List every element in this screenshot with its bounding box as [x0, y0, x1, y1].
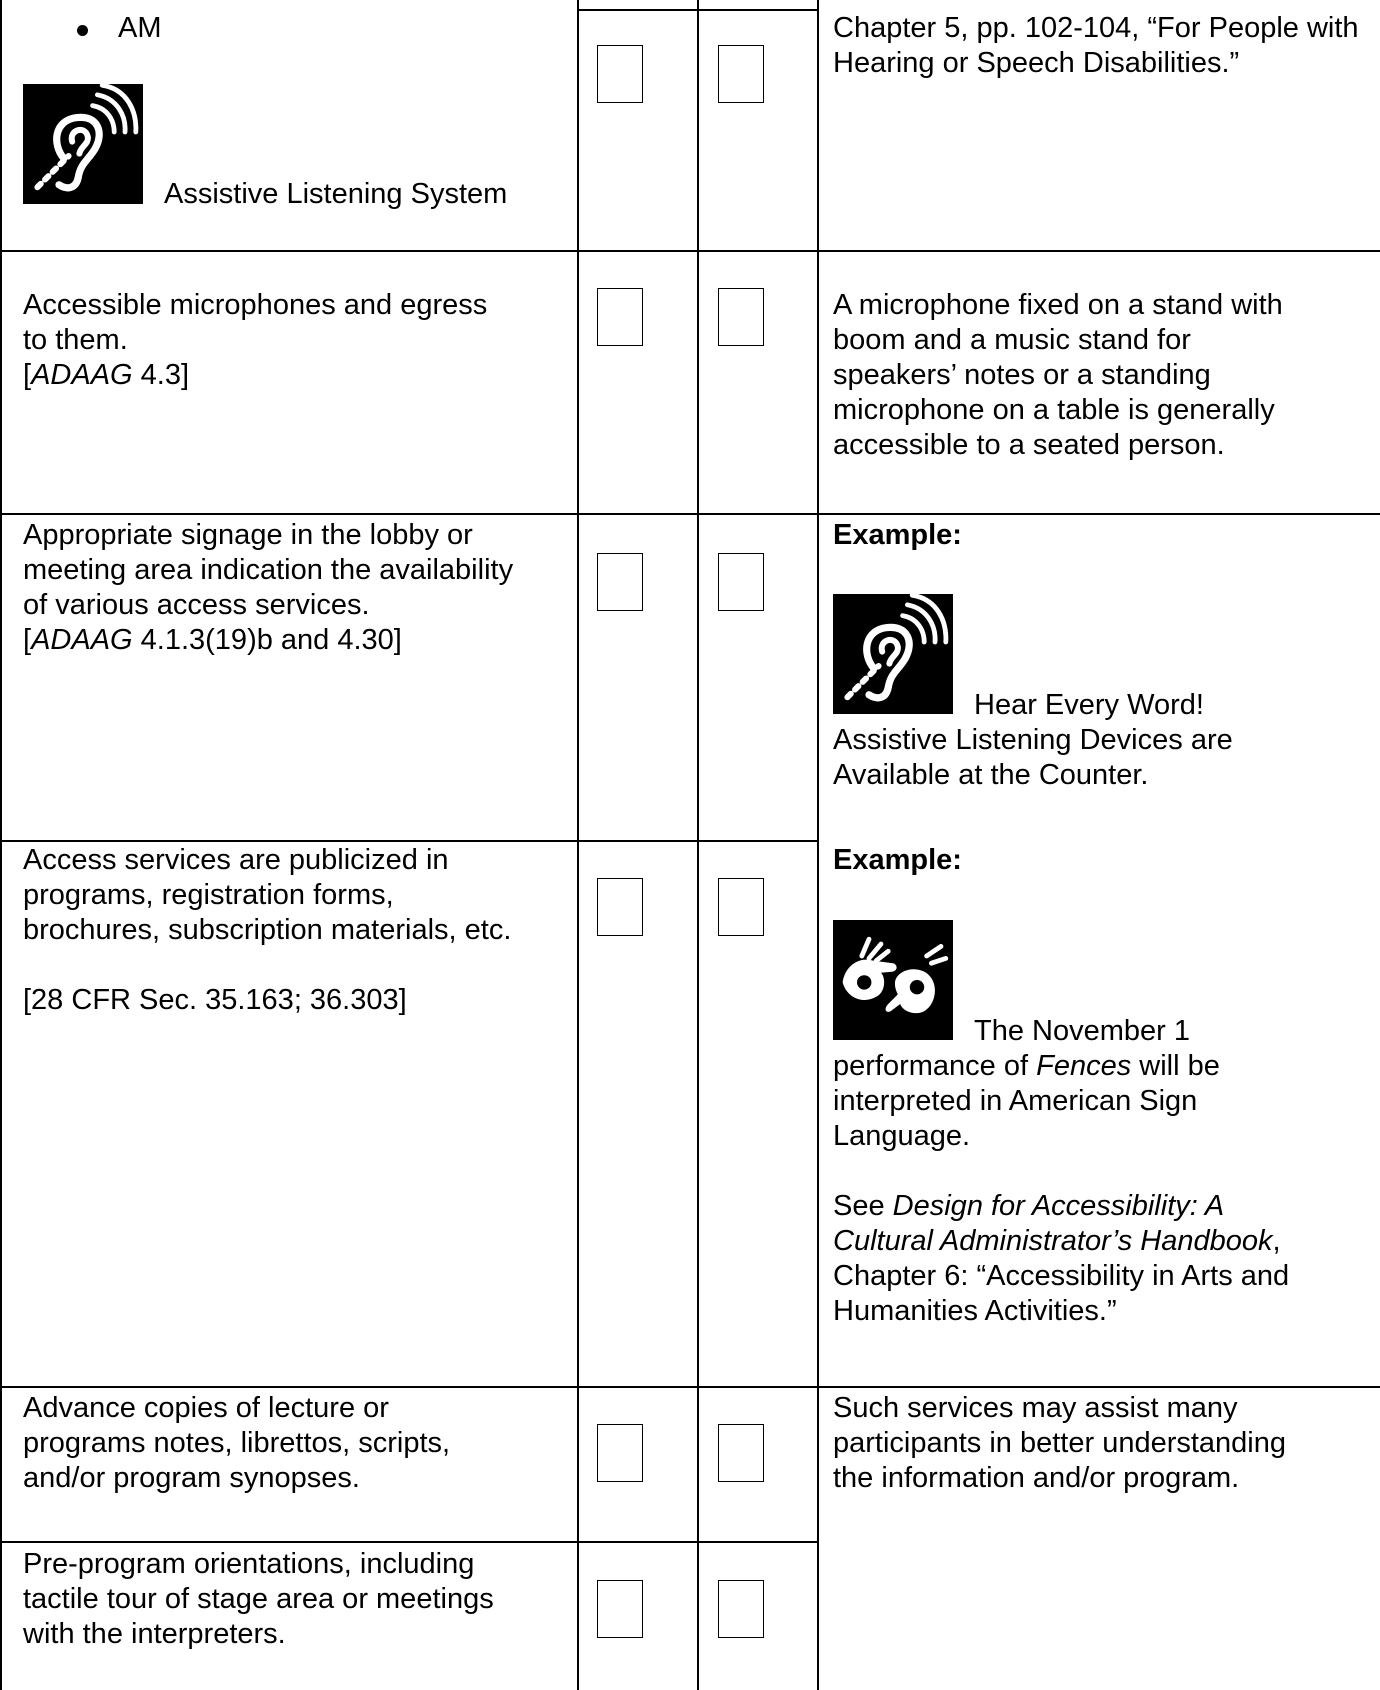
row-divider-3 [0, 840, 819, 842]
sign-language-icon [833, 920, 953, 1040]
checkbox-yes[interactable] [597, 553, 643, 611]
table-top-border [577, 9, 819, 11]
regulation-reference: [28 CFR Sec. 35.163; 36.303] [23, 984, 407, 1016]
column-divider-3 [817, 0, 819, 1690]
guidance-text: Such services may assist many participants in better understanding the information and/or program. [833, 1392, 1287, 1494]
example-heading: Example: [833, 519, 962, 551]
row-divider-2 [0, 513, 1380, 515]
requirement-text: Accessible microphones and egress to them. [ADAAG 4.3] [23, 289, 488, 391]
checkbox-yes[interactable] [597, 1580, 643, 1638]
example-text: performance of Fences will be interpreted in American Sign Language. [833, 1050, 1220, 1152]
checkbox-no[interactable] [718, 1424, 764, 1482]
guidance-text: A microphone fixed on a stand with boom and a music stand for speakers’ notes or a standing microphone on a table is generally accessible to a seated person. [833, 289, 1283, 461]
row-divider-4 [0, 1386, 1380, 1388]
row-divider-1 [0, 250, 1380, 252]
checkbox-yes[interactable] [597, 878, 643, 936]
assistive-listening-icon [833, 594, 953, 714]
requirement-text: Appropriate signage in the lobby or meeting area indication the availability of various access services. [ADAAG 4.1.3(19)b and 4.30] [23, 519, 514, 656]
assistive-listening-icon [23, 84, 143, 204]
icon-caption: The November 1 [974, 1015, 1190, 1047]
checkbox-no[interactable] [718, 553, 764, 611]
checkbox-yes[interactable] [597, 45, 643, 103]
table-border-left [0, 0, 2, 1690]
checkbox-no[interactable] [718, 1580, 764, 1638]
checkbox-no[interactable] [718, 288, 764, 346]
checkbox-yes[interactable] [597, 1424, 643, 1482]
icon-caption: Assistive Listening System [164, 178, 508, 210]
example-text: Assistive Listening Devices are Available at the Counter. [833, 724, 1233, 791]
reference-text: Chapter 5, pp. 102-104, “For People with Hearing or Speech Disabilities.” [833, 12, 1359, 79]
requirement-text: Access services are publicized in programs, registration forms, brochures, subscription materials, etc. [23, 844, 512, 946]
list-bullet [77, 25, 88, 36]
checkbox-no[interactable] [718, 878, 764, 936]
column-divider-2 [697, 0, 699, 1690]
example-heading: Example: [833, 844, 962, 876]
column-divider-1 [577, 0, 579, 1690]
icon-caption: Hear Every Word! [974, 689, 1204, 721]
requirement-text: Pre-program orientations, including tactile tour of stage area or meetings with the interpreters. [23, 1548, 494, 1650]
checkbox-no[interactable] [718, 45, 764, 103]
see-reference: See Design for Accessibility: A Cultural Administrator’s Handbook, Chapter 6: “Accessibility in Arts and Humanities Activities.” [833, 1190, 1290, 1327]
requirement-text: Advance copies of lecture or programs notes, librettos, scripts, and/or program synopses. [23, 1392, 451, 1494]
row-divider-5 [0, 1541, 819, 1543]
list-item-am: AM [118, 12, 162, 44]
checkbox-yes[interactable] [597, 288, 643, 346]
